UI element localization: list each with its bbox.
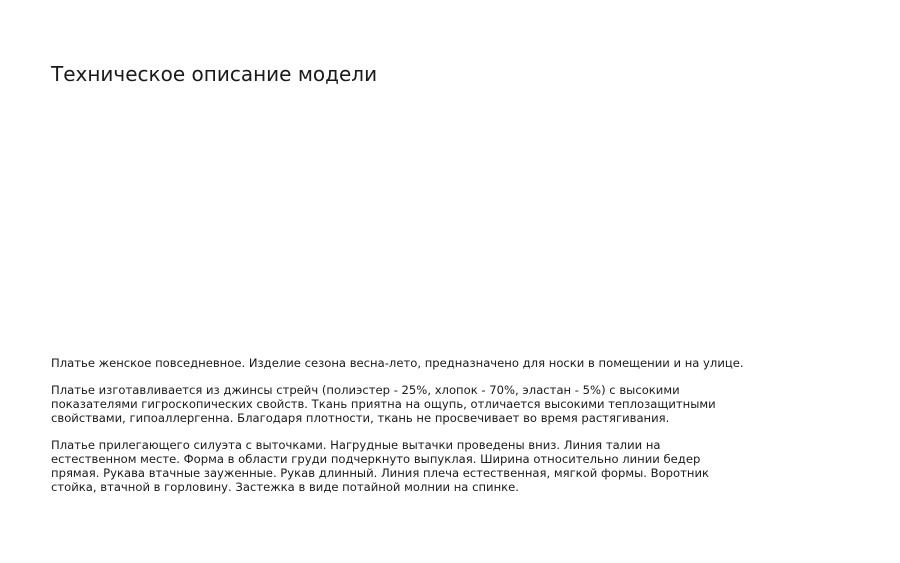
text-line: естественном месте. Форма в области груди подчеркнуто выпуклая. Ширина относительно линии бедер	[51, 452, 701, 466]
paragraph-fabric	[51, 383, 716, 425]
text-line: свойствами, гипоаллергенна. Благодаря плотности, ткань не просвечивает во время растягивания.	[51, 411, 670, 425]
paragraph-construction	[51, 438, 709, 494]
text-line: показателями гигроскопических свойств. Ткань приятна на ощупь, отличается высокими теплозащитными	[51, 397, 716, 411]
text-line: стойка, втачной в горловину. Застежка в виде потайной молнии на спинке.	[51, 480, 519, 494]
page-title: Техническое описание модели	[51, 62, 378, 86]
text-line: прямая. Рукава втачные зауженные. Рукав длинный. Линия плеча естественная, мягкой формы. Воротник	[51, 466, 709, 480]
text-line: Платье женское повседневное. Изделие сезона весна-лето, предназначено для носки в помещении и на улице.	[51, 356, 744, 370]
description-body	[51, 356, 744, 494]
text-line: Платье прилегающего силуэта с выточками. Нагрудные вытачки проведены вниз. Линия талии на	[51, 438, 661, 452]
text-line: Платье изготавливается из джинсы стрейч (полиэстер - 25%, хлопок - 70%, эластан - 5%) с высокими	[51, 383, 680, 397]
paragraph-purpose	[51, 356, 744, 370]
